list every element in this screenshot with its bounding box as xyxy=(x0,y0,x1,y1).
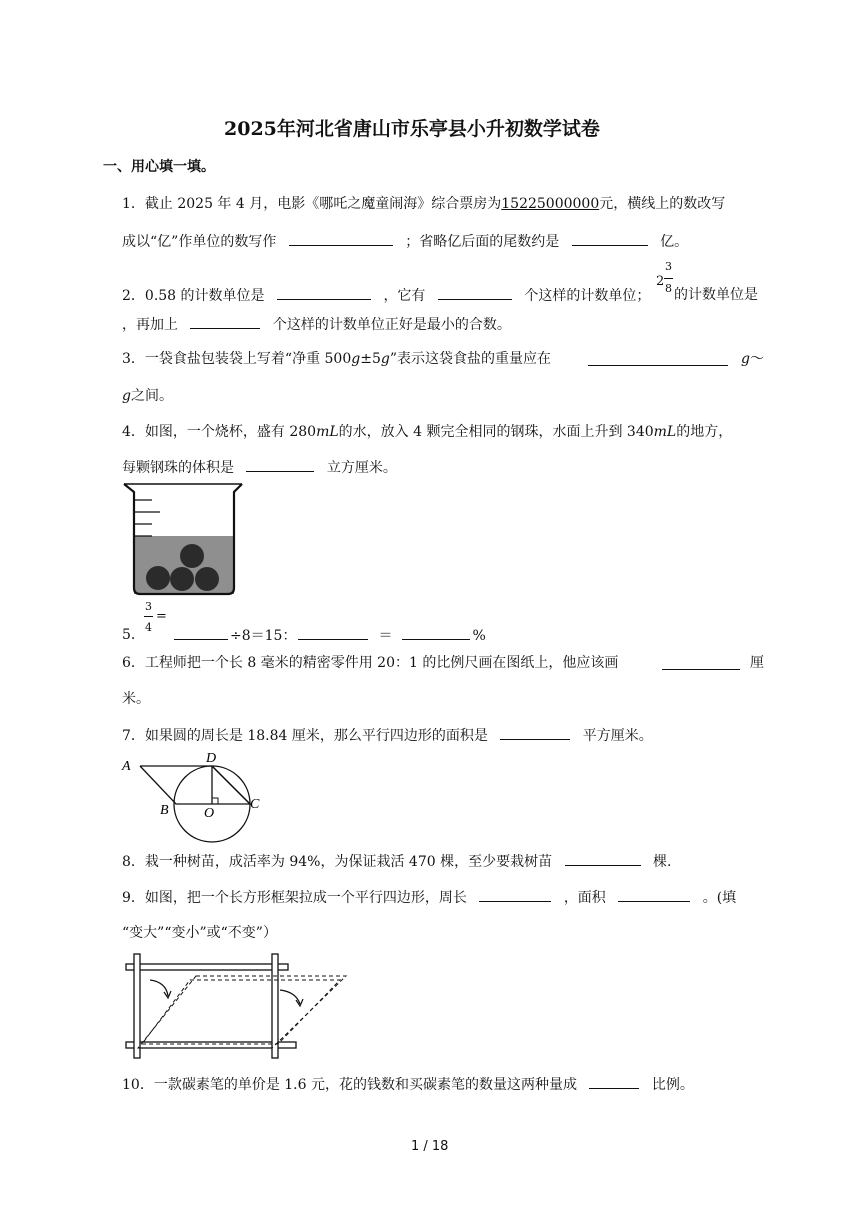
parallelogram-outline xyxy=(140,766,250,804)
q8-text-a: 8．栽一种树苗，成活率为 94%，为保证栽活 470 棵，至少要栽树苗 xyxy=(122,854,553,870)
q2-text-c: 个这样的计数单位； xyxy=(524,288,651,304)
steel-ball-3 xyxy=(170,567,194,591)
q2-text-d: 的计数单位是 xyxy=(674,287,758,303)
question-1-line-1 xyxy=(122,193,725,213)
q7-text-a: 7．如果圆的周长是 18.84 厘米，那么平行四边形的面积是 xyxy=(122,728,488,744)
q4-text-b: 的水，放入 4 颗完全相同的钢珠，水面上升到 340 xyxy=(338,424,654,440)
q1-text-d: ；省略亿后面的尾数约是 xyxy=(405,234,560,250)
q9-text-c: 。(填 xyxy=(702,890,737,906)
q4-text-d: 每颗钢珠的体积是 xyxy=(122,460,234,476)
q6-text-a: 6．工程师把一个长 8 毫米的精密零件用 20：1 的比例尺画在图纸上，他应该画 xyxy=(122,655,619,671)
q2-numerator: 3 xyxy=(665,260,672,273)
question-2-line-2 xyxy=(122,313,511,334)
question-4-line-2 xyxy=(122,456,397,477)
q1-text-c: 成以“亿”作单位的数写作 xyxy=(122,234,277,250)
question-10-line xyxy=(122,1073,694,1094)
q9-answer-blank-1[interactable] xyxy=(479,886,551,902)
q9-text-a: 9．如图，把一个长方形框架拉成一个平行四边形，周长 xyxy=(122,890,467,906)
point-label-d: D xyxy=(206,751,217,766)
point-label-o: O xyxy=(204,806,215,821)
q10-answer-blank[interactable] xyxy=(589,1073,639,1089)
q5-fraction xyxy=(143,600,173,640)
q5-denominator: 4 xyxy=(145,621,152,634)
q10-text-a: 10．一款碳素笔的单价是 1.6 元，花的钱数和买碳素笔的数量这两种量成 xyxy=(122,1077,577,1093)
question-3-line-2 xyxy=(122,385,173,405)
q3-range-end xyxy=(741,348,764,368)
q9-text-b: ，面积 xyxy=(563,890,606,906)
q6-text-b: 厘 xyxy=(750,655,764,671)
q3-text-c: ”表示这袋食盐的重量应在 xyxy=(389,351,551,367)
q5-answer-blank-2[interactable] xyxy=(298,624,368,640)
steel-ball-2 xyxy=(146,566,170,590)
q4-text-e: 立方厘米。 xyxy=(326,460,397,476)
right-angle-mark xyxy=(212,798,218,804)
q3-unit-g2: g xyxy=(380,351,390,367)
q5-number: 5． xyxy=(122,627,145,643)
steel-ball-4 xyxy=(195,567,219,591)
q6-text-c: 米。 xyxy=(122,691,150,707)
q2-fraction-bar xyxy=(664,278,673,279)
q1-box-office-number: 15225000000 xyxy=(501,196,600,212)
q3-text-b: ±5 xyxy=(360,351,381,367)
section-heading: 一、用心填一填。 xyxy=(103,159,215,175)
q1-text-b: 元，横线上的数改写 xyxy=(599,196,726,212)
q9-answer-blank-2[interactable] xyxy=(618,886,690,902)
q3-text-a: 3．一袋食盐包装袋上写着“净重 500 xyxy=(122,351,352,367)
q8-text-b: 棵. xyxy=(653,854,672,870)
q4-unit-ml1: mL xyxy=(316,424,339,440)
q5-answer-blank-3[interactable] xyxy=(402,624,470,640)
question-5-line xyxy=(174,624,486,645)
q4-unit-ml2: mL xyxy=(653,424,677,440)
q7-text-b: 平方厘米。 xyxy=(582,728,653,744)
question-2-line-1 xyxy=(122,284,650,305)
q5-answer-blank-1[interactable] xyxy=(174,624,228,640)
q2-text-e: ，再加上 xyxy=(122,317,178,333)
page-title: 2025年河北省唐山市乐亭县小升初数学试卷 xyxy=(224,118,600,140)
q3-unit-g4: g xyxy=(122,388,131,404)
question-7-line xyxy=(122,724,653,745)
q8-answer-blank[interactable] xyxy=(565,850,641,866)
q2-denominator: 8 xyxy=(665,282,672,295)
question-6-line-1 xyxy=(122,652,618,672)
question-8-line xyxy=(122,850,671,871)
q1-answer-blank-1[interactable] xyxy=(289,230,393,246)
q5-numerator: 3 xyxy=(145,600,152,613)
frame-solid-bars xyxy=(126,954,296,1058)
question-1-line-2 xyxy=(122,230,688,251)
point-label-a: A xyxy=(122,759,131,774)
q2-answer-blank-1[interactable] xyxy=(277,284,371,300)
q3-tilde: ～ xyxy=(749,351,764,367)
q2-whole: 2 xyxy=(656,274,665,289)
q5-text-b: ＝ xyxy=(378,628,393,644)
question-9-line-1 xyxy=(122,886,736,907)
frame-dashed-parallelogram xyxy=(138,976,346,1048)
q6-answer-blank[interactable] xyxy=(662,654,740,670)
q1-text-e: 亿。 xyxy=(660,234,689,250)
q10-text-b: 比例。 xyxy=(651,1077,694,1093)
steel-ball-1 xyxy=(180,544,204,568)
point-label-c: C xyxy=(250,797,260,812)
q5-text-a: ÷8＝15： xyxy=(230,628,297,644)
question-4-line-1 xyxy=(122,421,732,441)
q1-text-a: 1．截止 2025 年 4 月，电影《哪吒之魔童闹海》综合票房为 xyxy=(122,196,502,212)
q3-answer-blank[interactable] xyxy=(588,350,728,366)
q9-text-d: “变大”“变小”或“不变”） xyxy=(122,925,277,941)
q2-answer-blank-2[interactable] xyxy=(438,284,512,300)
page-number: 1 / 18 xyxy=(411,1139,449,1154)
q1-answer-blank-2[interactable] xyxy=(572,230,648,246)
q5-fraction-bar xyxy=(144,616,153,617)
q3-unit-g1: g xyxy=(351,351,361,367)
q3-unit-g3: g xyxy=(741,351,750,367)
q4-text-c: 的地方， xyxy=(676,424,733,440)
q2-text-f: 个这样的计数单位正好是最小的合数。 xyxy=(272,317,511,333)
q4-text-a: 4．如图，一个烧杯，盛有 280 xyxy=(122,424,317,440)
q5-percent: % xyxy=(472,628,486,644)
q2-text-a: 2．0.58 的计数单位是 xyxy=(122,288,265,304)
q4-answer-blank[interactable] xyxy=(246,456,314,472)
q3-text-h: 之间。 xyxy=(130,388,173,404)
circle-parallelogram-figure xyxy=(120,748,270,844)
q5-equals: = xyxy=(156,609,167,624)
beaker-figure xyxy=(122,482,250,598)
q2-text-b: ，它有 xyxy=(383,288,426,304)
beaker-scale-marks xyxy=(134,500,160,536)
point-label-b: B xyxy=(160,803,169,818)
q7-answer-blank[interactable] xyxy=(500,724,570,740)
q2-answer-blank-3[interactable] xyxy=(190,313,260,329)
question-3-line-1 xyxy=(122,348,551,368)
rectangle-frame-figure xyxy=(124,952,354,1062)
